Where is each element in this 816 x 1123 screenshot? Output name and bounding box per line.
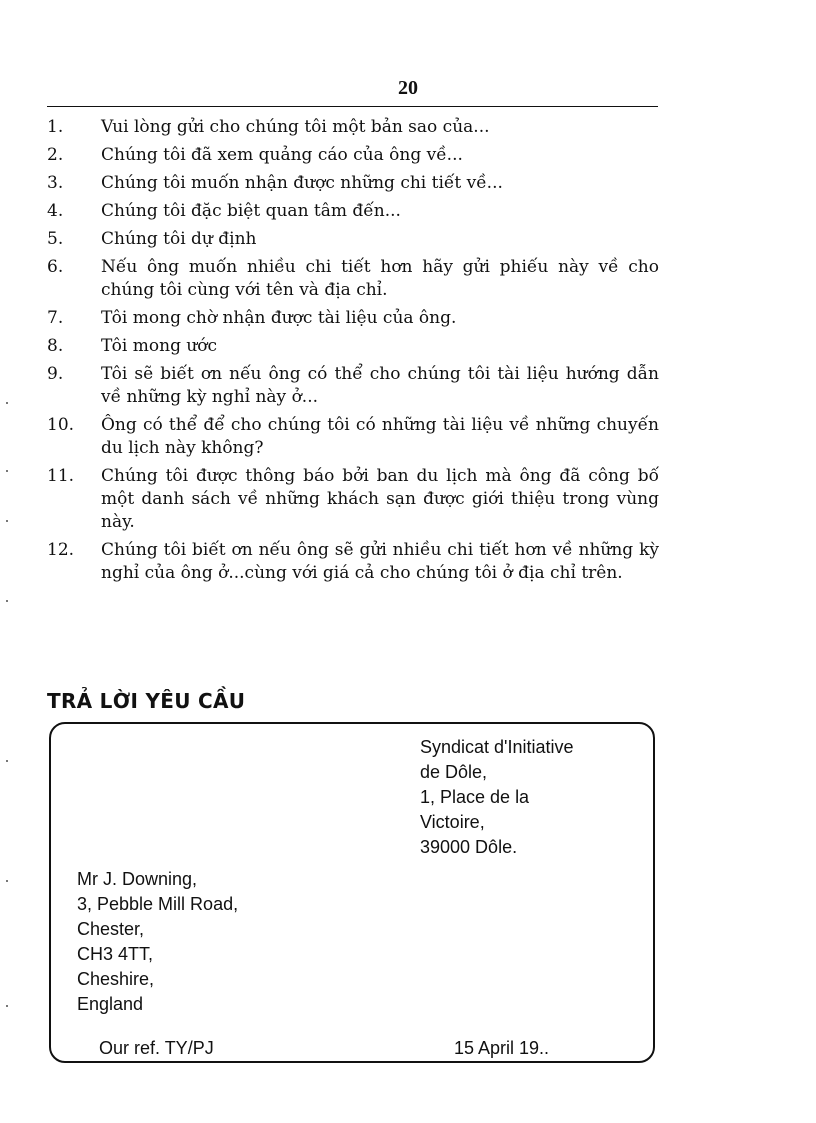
item-number: 1.	[47, 117, 64, 137]
section-heading: TRẢ LỜI YÊU CẦU	[47, 689, 246, 713]
list-item	[47, 256, 659, 302]
item-text: Chúng tôi được thông báo bởi ban du lịch mà ông đã công bố một danh sách về những khách sạn được giới thiệu trong vùng này.	[101, 466, 659, 532]
item-number: 3.	[47, 173, 64, 193]
reference-line: Our ref. TY/PJ	[99, 1038, 214, 1058]
sender-address	[420, 735, 650, 860]
item-number: 5.	[47, 229, 64, 249]
item-number: 4.	[47, 201, 64, 221]
scan-speck	[6, 402, 8, 404]
list-item	[47, 539, 659, 585]
address-line: 1, Place de la	[420, 787, 530, 807]
item-text: Chúng tôi dự định	[101, 229, 257, 249]
item-text: Vui lòng gửi cho chúng tôi một bản sao của...	[101, 117, 490, 137]
item-number: 2.	[47, 145, 64, 165]
list-item	[47, 172, 659, 195]
scan-speck	[6, 600, 8, 602]
item-text: Tôi mong chờ nhận được tài liệu của ông.	[101, 308, 457, 328]
page-number: 20	[398, 77, 418, 99]
scan-speck	[6, 470, 8, 472]
item-text: Chúng tôi muốn nhận được những chi tiết về...	[101, 173, 503, 193]
letter-box	[49, 722, 655, 1063]
item-number: 8.	[47, 336, 64, 356]
item-text: Tôi mong ước	[101, 336, 218, 356]
list-item	[47, 363, 659, 409]
address-line: England	[77, 994, 144, 1014]
list-item	[47, 465, 659, 534]
item-text: Tôi sẽ biết ơn nếu ông có thể cho chúng tôi tài liệu hướng dẫn về những kỳ nghỉ này ở...	[101, 364, 659, 407]
header-rule	[47, 106, 658, 107]
list-item	[47, 228, 659, 251]
letter-date: 15 April 19..	[454, 1038, 550, 1058]
list-item	[47, 335, 659, 358]
list-item	[47, 414, 659, 460]
item-number: 10.	[47, 415, 75, 435]
list-item	[47, 116, 659, 139]
address-line: 39000 Dôle.	[420, 837, 518, 857]
address-line: 3, Pebble Mill Road,	[77, 894, 239, 914]
item-text: Chúng tôi đã xem quảng cáo của ông về...	[101, 145, 463, 165]
address-line: de Dôle,	[420, 762, 488, 782]
item-number: 9.	[47, 364, 64, 384]
address-line: Cheshire,	[77, 969, 155, 989]
scan-speck	[6, 1005, 8, 1007]
list-item	[47, 307, 659, 330]
address-line: CH3 4TT,	[77, 944, 154, 964]
item-text: Chúng tôi đặc biệt quan tâm đến...	[101, 201, 401, 221]
scan-speck	[6, 760, 8, 762]
address-line: Mr J. Downing,	[77, 869, 198, 889]
item-number: 6.	[47, 257, 64, 277]
address-line: Victoire,	[420, 812, 485, 832]
recipient-address	[77, 867, 377, 1017]
item-number: 12.	[47, 540, 75, 560]
phrase-list	[47, 116, 659, 590]
item-number: 11.	[47, 466, 75, 486]
item-text: Nếu ông muốn nhiều chi tiết hơn hãy gửi phiếu này về cho chúng tôi cùng với tên và địa chỉ.	[101, 257, 659, 300]
item-text: Ông có thể để cho chúng tôi có những tài liệu về những chuyến du lịch này không?	[101, 415, 659, 458]
scan-speck	[6, 880, 8, 882]
scan-speck	[6, 520, 8, 522]
item-text: Chúng tôi biết ơn nếu ông sẽ gửi nhiều chi tiết hơn về những kỳ nghỉ của ông ở...cùng với giá cả cho chúng tôi ở địa chỉ trên.	[101, 540, 659, 583]
list-item	[47, 200, 659, 223]
address-line: Chester,	[77, 919, 145, 939]
list-item	[47, 144, 659, 167]
address-line: Syndicat d'Initiative	[420, 737, 574, 757]
item-number: 7.	[47, 308, 64, 328]
